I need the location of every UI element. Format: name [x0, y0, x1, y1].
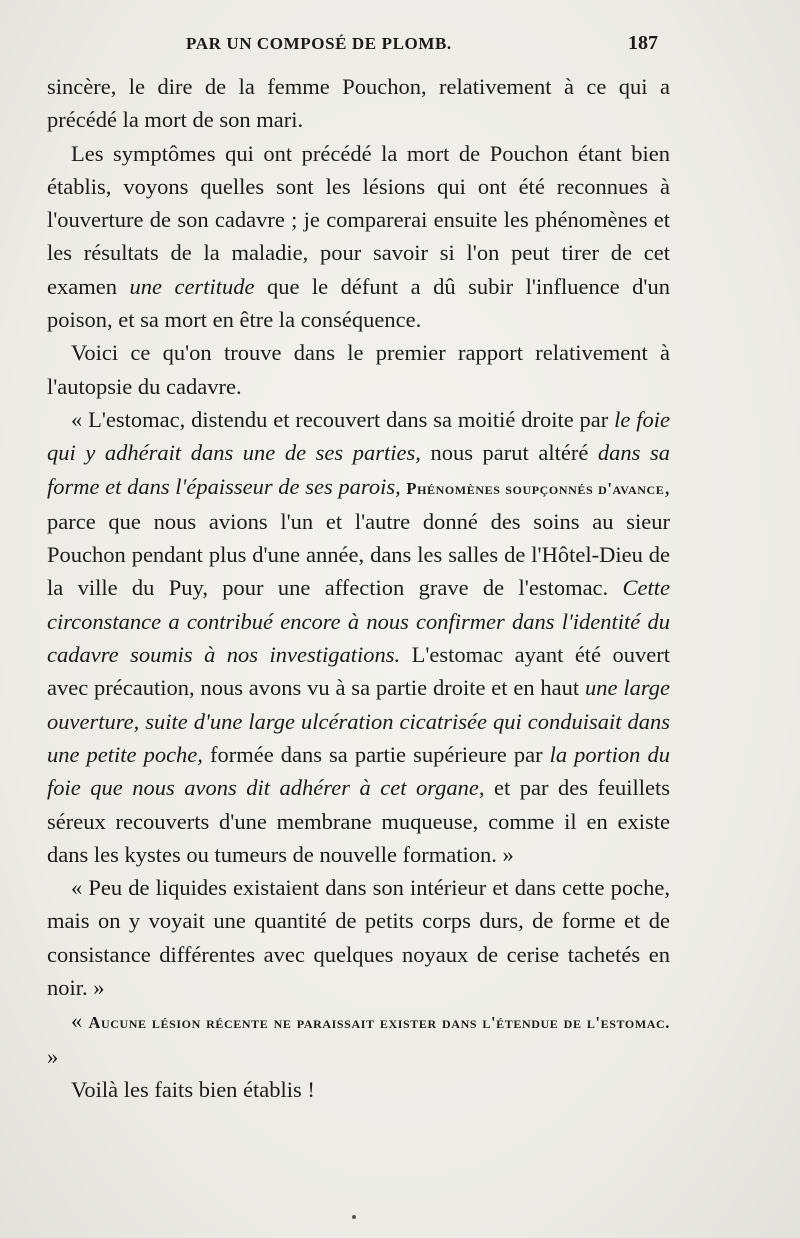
paragraph-conclusion: Voilà les faits bien établis ! [71, 1076, 315, 1102]
paragraph-quote-liquids: « Peu de liquides existaient dans son intérieur et dans cette poche, mais on y voyait une quantité de petits corps durs, de forme et de consistance différentes avec quelques noyaux de cerise tachetés en noir. » [47, 875, 670, 1001]
ink-speck [352, 1215, 356, 1219]
emphasis-certitude: une certitude [129, 273, 255, 299]
body-text [47, 70, 670, 1106]
small-caps-phrase: Phénomènes soupçonnés d'avance [406, 478, 665, 498]
paragraph-first-report: Voici ce qu'on trouve dans le premier rapport relativement à l'autopsie du cadavre. [47, 340, 670, 399]
paragraph-quote-stomach: « L'estomac, distendu et recouvert dans sa moitié droite par le foie qui y adhérait dans une de ses parties, nous parut altéré dans sa forme et dans l'épaisseur de ses parois, Phénomènes soupçonnés d'avance, parce que nous avions l'un et l'autre donné des soins au sieur Pouchon pendant plus d'une année, dans les salles de l'Hôtel-Dieu de la ville du Puy, pour une affection grave de l'estomac. Cette circonstance a contribué encore à nous confirmer dans l'identité du cadavre soumis à nos investigations. L'estomac ayant été ouvert avec précaution, nous avons vu à sa partie droite et en haut une large ouverture, suite d'une large ulcération cicatrisée qui conduisait dans une petite poche, formée dans sa partie supérieure par la portion du foie que nous avons dit adhérer à cet organe, et par des feuillets séreux recouverts d'une membrane muqueuse, comme il en existe dans les kystes ou tumeurs de nouvelle formation. » [47, 406, 670, 867]
page-number: 187 [628, 32, 658, 54]
paragraph-continuation: sincère, le dire de la femme Pouchon, relativement à ce qui a précédé la mort de son mari. [47, 74, 670, 133]
running-title: PAR UN COMPOSÉ DE PLOMB. [186, 34, 452, 53]
paragraph-quote-no-lesion: « Aucune lésion récente ne paraissait exister dans l'étendue de l'estomac. » [47, 1008, 670, 1069]
paragraph-symptoms: Les symptômes qui ont précédé la mort de Pouchon étant bien établis, voyons quelles sont les lésions qui ont été reconnues à l'ouverture de son cadavre ; je comparerai ensuite les phénomènes et les résultats de la maladie, pour savoir si l'on peut tirer de cet examen une certitude que le défunt a dû subir l'influence d'un poison, et sa mort en être la conséquence. [47, 140, 670, 333]
page-header [48, 34, 670, 64]
